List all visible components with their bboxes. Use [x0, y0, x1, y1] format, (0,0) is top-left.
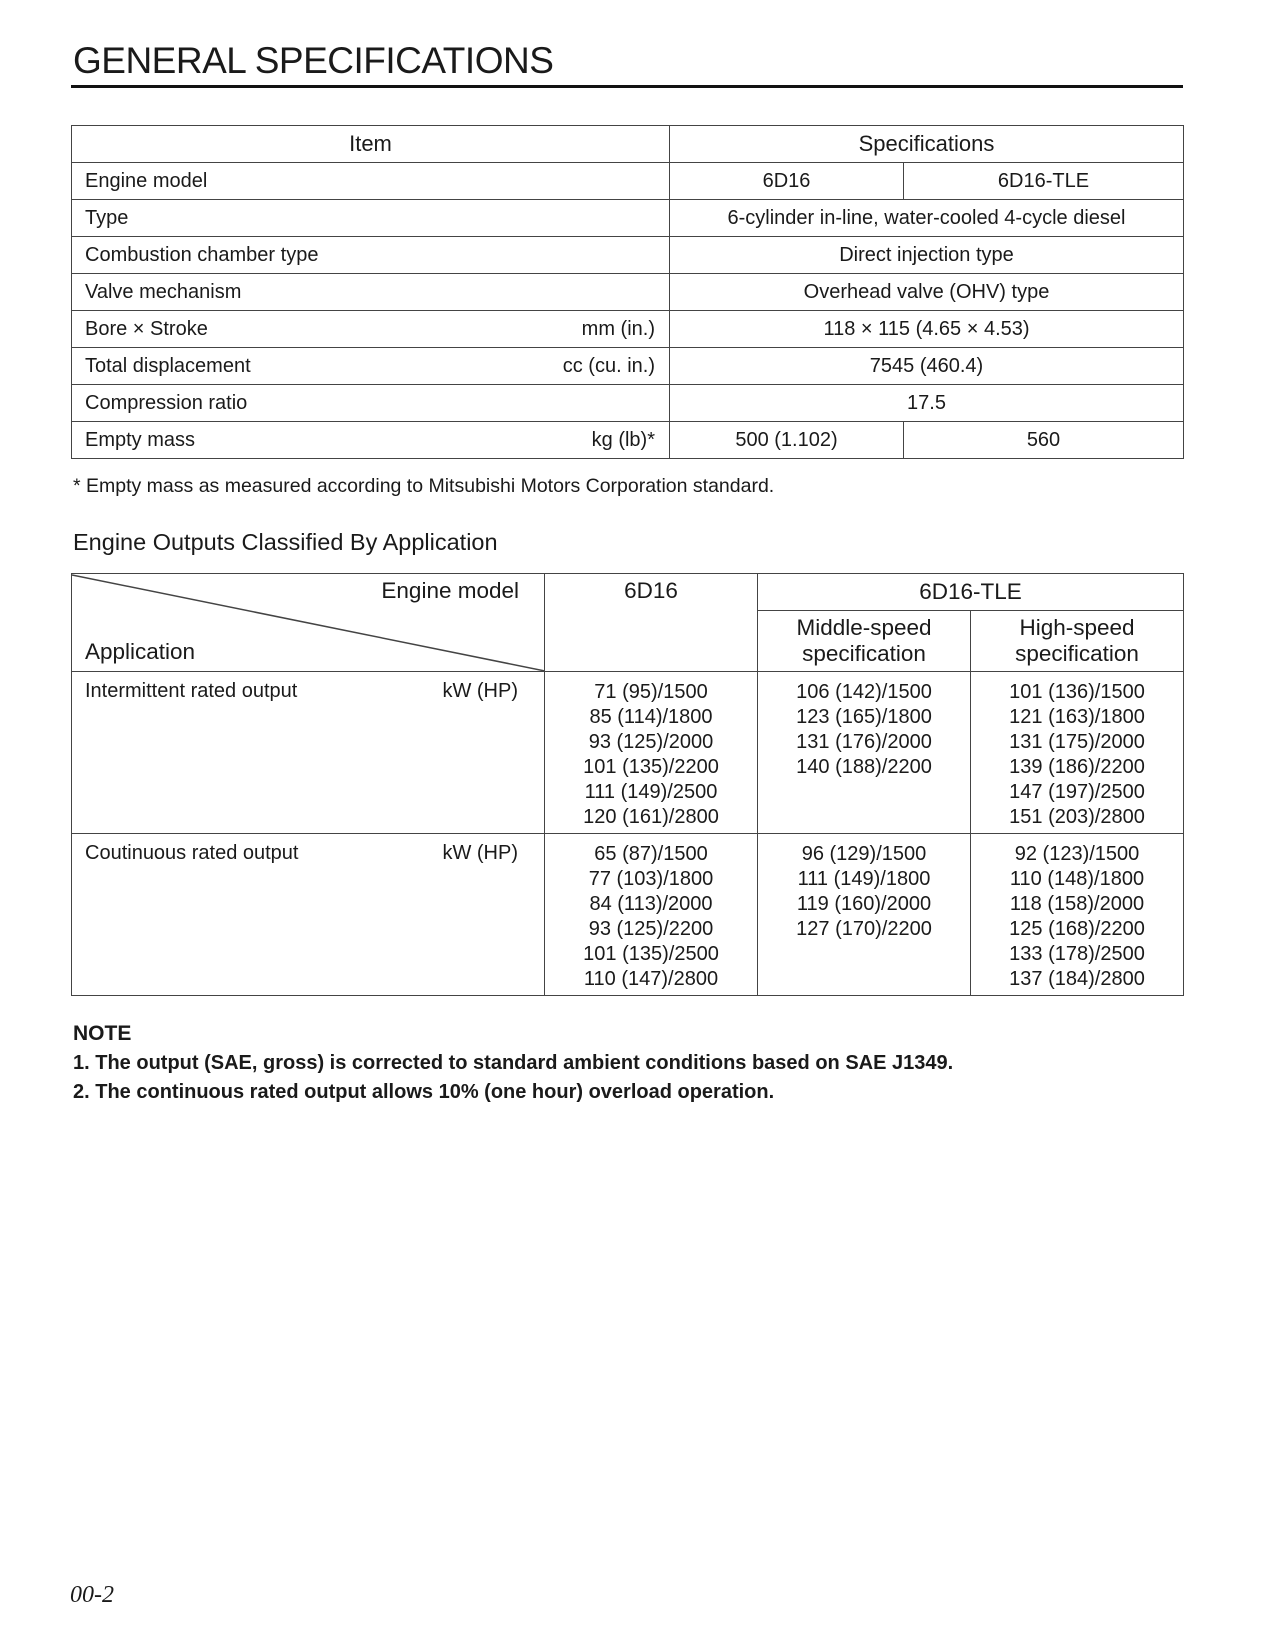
middle-speed-line2: specification [802, 641, 926, 666]
spec-value: Overhead valve (OHV) type [670, 274, 1184, 311]
item-name: Valve mechanism [85, 280, 242, 303]
values-6d16 [545, 672, 758, 834]
item-name: Combustion chamber type [85, 243, 319, 266]
output-value: 139 (186)/2200 [1009, 756, 1145, 778]
high-speed-line2: specification [1015, 641, 1139, 666]
item-name: Total displacement [85, 354, 251, 377]
high-speed-line1: High-speed [1019, 615, 1135, 640]
output-value: 137 (184)/2800 [1009, 968, 1145, 990]
spec-value: 500 (1.102) [670, 422, 904, 459]
output-value: 125 (168)/2200 [1009, 918, 1145, 940]
section-heading: Engine Outputs Classified By Application [73, 529, 498, 555]
model-6d16-tle: 6D16-TLE [758, 574, 1184, 611]
output-value: 93 (125)/2200 [588, 918, 714, 940]
output-unit: kW (HP) [442, 680, 518, 702]
output-unit: kW (HP) [442, 842, 518, 864]
output-label: Intermittent rated output [85, 680, 298, 702]
table-row [72, 672, 1184, 834]
output-value: 111 (149)/2500 [584, 781, 718, 803]
note-list [73, 1052, 953, 1110]
item-name: Type [85, 206, 129, 229]
output-label: Coutinuous rated output [85, 842, 299, 864]
table-row [72, 237, 1184, 274]
output-value: 140 (188)/2200 [796, 756, 932, 778]
spec-table [71, 125, 1184, 459]
output-value: 101 (136)/1500 [1009, 681, 1145, 703]
output-value: 133 (178)/2500 [1009, 943, 1145, 965]
spec-value: 6D16-TLE [904, 163, 1184, 200]
output-value: 101 (135)/2200 [583, 756, 719, 778]
item-unit: kg (lb)* [591, 428, 655, 451]
table-row [72, 163, 1184, 200]
item-name: Bore × Stroke [85, 317, 208, 340]
values-6d16 [545, 834, 758, 996]
output-value: 127 (170)/2200 [796, 918, 932, 940]
table-row [72, 200, 1184, 237]
middle-speed-header [758, 611, 971, 672]
spec-value: 7545 (460.4) [670, 348, 1184, 385]
output-value: 110 (147)/2800 [583, 968, 719, 990]
output-value: 131 (175)/2000 [1009, 731, 1145, 753]
footnote: * Empty mass as measured according to Mitsubishi Motors Corporation standard. [73, 475, 775, 497]
header-item: Item [72, 126, 670, 163]
note-item: 2. The continuous rated output allows 10% (one hour) overload operation. [73, 1081, 775, 1103]
spec-value: 17.5 [670, 385, 1184, 422]
table-row [72, 348, 1184, 385]
output-value: 121 (163)/1800 [1009, 706, 1145, 728]
header-specifications: Specifications [670, 126, 1184, 163]
output-value: 106 (142)/1500 [796, 681, 932, 703]
values-high-speed [971, 672, 1184, 834]
page-title: GENERAL SPECIFICATIONS [73, 40, 554, 81]
table-row [72, 274, 1184, 311]
output-value: 85 (114)/1800 [589, 706, 713, 728]
output-value: 101 (135)/2500 [583, 943, 719, 965]
output-value: 93 (125)/2000 [588, 731, 714, 753]
spec-value: 6D16 [670, 163, 904, 200]
output-value: 65 (87)/1500 [594, 843, 708, 865]
table-row [72, 422, 1184, 459]
spec-value: 118 × 115 (4.65 × 4.53) [670, 311, 1184, 348]
output-value: 147 (197)/2500 [1009, 781, 1145, 803]
item-unit: mm (in.) [581, 317, 655, 340]
middle-speed-line1: Middle-speed [796, 615, 932, 640]
note-item: 1. The output (SAE, gross) is corrected to standard ambient conditions based on SAE J1349. [73, 1052, 954, 1074]
output-value: 123 (165)/1800 [796, 706, 932, 728]
corner-engine-model: Engine model [381, 578, 519, 603]
output-value: 151 (203)/2800 [1009, 806, 1145, 828]
page-number: 00-2 [70, 1582, 114, 1608]
output-value: 120 (161)/2800 [583, 806, 719, 828]
item-unit: cc (cu. in.) [562, 354, 655, 377]
values-middle-speed [758, 672, 971, 834]
output-value: 111 (149)/1800 [797, 868, 931, 890]
output-value: 71 (95)/1500 [594, 681, 708, 703]
item-name: Compression ratio [85, 391, 248, 414]
table-row [72, 385, 1184, 422]
output-value: 77 (103)/1800 [588, 868, 714, 890]
note-title: NOTE [73, 1022, 132, 1045]
table-row [72, 834, 1184, 996]
output-value: 131 (176)/2000 [796, 731, 932, 753]
output-value: 110 (148)/1800 [1009, 868, 1145, 890]
outputs-header-row [72, 574, 1184, 611]
output-value: 96 (129)/1500 [801, 843, 927, 865]
output-value: 92 (123)/1500 [1014, 843, 1140, 865]
table-row [72, 311, 1184, 348]
outputs-table [71, 573, 1184, 996]
model-6d16: 6D16 [545, 574, 758, 672]
item-name: Engine model [85, 169, 208, 192]
high-speed-header [971, 611, 1184, 672]
corner-cell [72, 574, 545, 672]
spec-header-row [72, 126, 1184, 163]
spec-value: Direct injection type [670, 237, 1184, 274]
item-name: Empty mass [85, 428, 196, 451]
values-high-speed [971, 834, 1184, 996]
output-value: 119 (160)/2000 [796, 893, 932, 915]
title-rule [71, 85, 1183, 88]
corner-application: Application [85, 639, 196, 664]
output-value: 118 (158)/2000 [1009, 893, 1145, 915]
spec-value: 6-cylinder in-line, water-cooled 4-cycle diesel [670, 200, 1184, 237]
spec-value: 560 [904, 422, 1184, 459]
output-value: 84 (113)/2000 [589, 893, 713, 915]
values-middle-speed [758, 834, 971, 996]
